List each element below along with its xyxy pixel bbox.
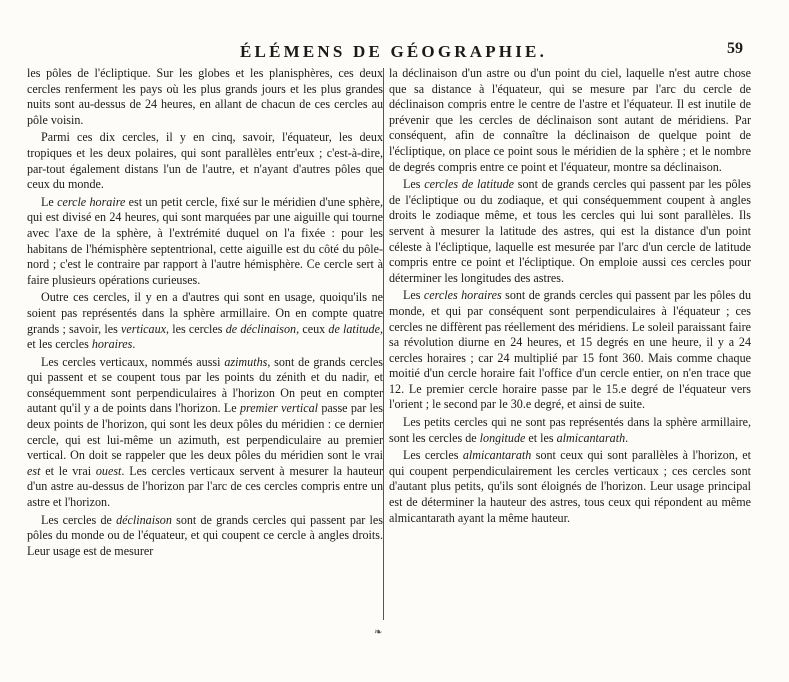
- paragraph: Les cercles de latitude sont de grands cercles qui passent par les pôles de l'écliptique ou du zodiaque, et qui conséquemment coupent à angles droits le zodiaque même, et tous les cercles qui lui sont parallèles. Ils servent à mesurer la latitude des astres, qui est la distance d'un point céleste à l'écliptique, laquelle est mesurée par l'arc d'un cercle de latitude compris entre ce point et l'écliptique. On emploie aussi ces cercles pour déterminer les longitudes des astres.: [389, 177, 751, 285]
- running-title: ÉLÉMENS DE GÉOGRAPHIE.: [240, 42, 548, 61]
- term: de déclinaison: [225, 321, 297, 336]
- page-number: 59: [727, 40, 743, 57]
- paragraph: Les cercles almicantarath sont ceux qui sont parallèles à l'horizon, et qui coupent perpendiculairement les cercles verticaux ; ces cercles sont d'autant plus petits, qu'ils sont éloignés de l'horizon. Leur usage principal est de déterminer la hauteur des astres, tous ceux qui répondent au même almicantarath ayant la même hauteur.: [389, 448, 751, 525]
- column-divider: [383, 68, 384, 620]
- term: verticaux: [121, 321, 167, 336]
- term: almicantarath: [462, 448, 532, 463]
- term: de latitude: [328, 321, 380, 336]
- term: premier vertical: [239, 401, 319, 416]
- term: ouest: [95, 463, 122, 478]
- paragraph: Les cercles horaires sont de grands cercles qui passent par les pôles du monde, et qui par conséquent sont perpendiculaires à l'équateur ; ces cercles ne diffèrent pas réellement des méridiens. Le soleil paraissant faire sa révolution diurne en 24 heures, et 15 degrés en une heure, il y a 24 cercles horaires ; car 24 multiplié par 15 font 360. Mais comme chaque moitié d'un cercle horaire fait l'office d'un cercle entier, on n'en trace que 12. Le premier cercle horaire passe par le 15.e degré de l'équateur vers l'orient ; le second par le 30.e degré, et ainsi de suite.: [389, 288, 751, 412]
- paragraph: la déclinaison d'un astre ou d'un point du ciel, laquelle n'est autre chose que sa distance à l'équateur, qui se mesure par l'arc du cercle de déclinaison compris entre le centre de l'astre et l'équateur. Il est inutile de prévenir que les cercles de déclinaison sont autant de méridiens. Par conséquent, afin de connaître la déclinaison de quelque point de l'écliptique, on place ce point sous le méridien de la sphère ; et le nombre de degrés compris entre ce point et l'équateur, montre sa déclinaison.: [389, 66, 751, 174]
- paragraph: Parmi ces dix cercles, il y en cinq, savoir, l'équateur, les deux tropiques et les deux polaires, qui sont parallèles entr'eux ; c'est-à-dire, par-tout également distans l'un de l'autre, et n'ayant d'autres pôles que ceux du monde.: [27, 130, 383, 192]
- paragraph: Outre ces cercles, il y en a d'autres qui sont en usage, quoiqu'ils ne soient pas représentés dans la sphère armillaire. On en compte quatre grands ; savoir, les verticaux, les cercles de déclinaison, ceux de latitude, et les cercles horaires.: [27, 290, 384, 352]
- ornament-icon: ❧: [374, 627, 383, 638]
- term: cercles horaires: [423, 288, 502, 303]
- term: longitude: [479, 430, 526, 445]
- term: cercles de latitude: [424, 177, 515, 192]
- left-column: [27, 66, 383, 559]
- term: est: [27, 463, 41, 478]
- paragraph: Les cercles verticaux, nommés aussi azimuths, sont de grands cercles qui passent et se coupent tous par les points du zénith et du nadir, et conséquemment sont perpendiculaires à l'horizon On peut en compter autant qu'il y a de points dans l'horizon. Le premier vertical passe par les deux points de l'horizon, qui sont les deux pôles du méridien : ce dernier cercle, qui est lui-même un azimuth, est perpendiculaire au premier vertical. On doit se rappeler que les deux pôles du méridien sont le vrai est et le vrai ouest. Les cercles verticaux servent à mesurer la hauteur d'un astre au-dessus de l'horizon par l'arc de ces cercles compris entre un astre et l'horizon.: [27, 354, 384, 510]
- term: cercle horaire: [57, 194, 126, 209]
- paragraph: Les petits cercles qui ne sont pas représentés dans la sphère armillaire, sont les cercles de longitude et les almicantarath.: [389, 415, 751, 445]
- paragraph: Le cercle horaire est un petit cercle, fixé sur le méridien d'une sphère, qui est divisé en 24 heures, qui sont marquées par une aiguille qui tourne avec l'axe de la sphère, à l'extrémité duquel on l'a fixée : pour les habitans de l'hémisphère septentrional, cette aiguille est du côté du pôle-nord ; c'est le contraire par rapport à l'autre hémisphère. Ce cercle sert à faire plusieurs opérations curieuses.: [27, 194, 383, 287]
- page-header: [0, 40, 789, 64]
- term: horaires: [91, 337, 133, 352]
- right-column: [389, 66, 751, 526]
- term: azimuths: [224, 354, 268, 369]
- term: almicantarath: [556, 430, 626, 445]
- paragraph: les pôles de l'écliptique. Sur les globes et les planisphères, ces deux cercles renferment les pays où les plus grands jours et les plus grandes nuits sont au-dessus de 24 heures, en allant de chacun de ces cercles au pôle voisin.: [27, 66, 383, 127]
- paragraph: Les cercles de déclinaison sont de grands cercles qui passent par les pôles du monde ou de l'équateur, et qui coupent ce cercle à angles droits. Leur usage est de mesurer: [27, 512, 383, 558]
- term: déclinaison: [116, 512, 172, 527]
